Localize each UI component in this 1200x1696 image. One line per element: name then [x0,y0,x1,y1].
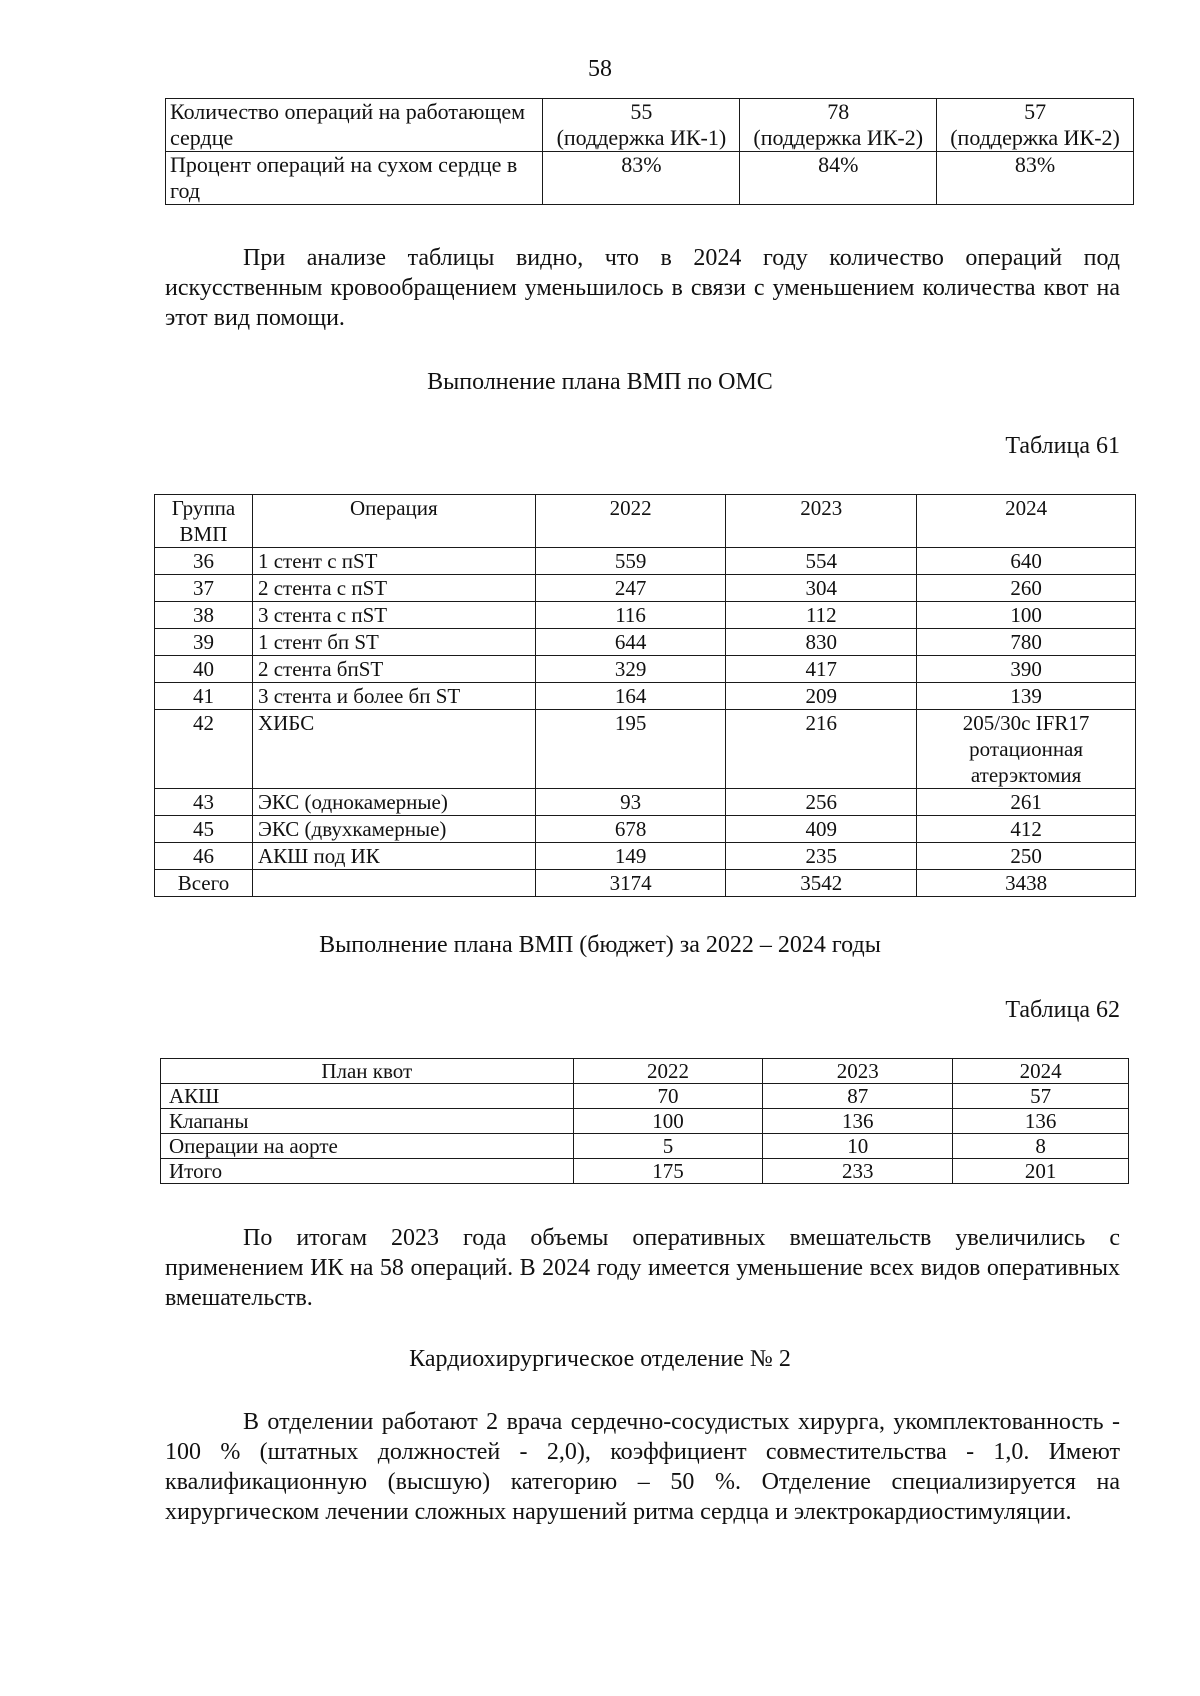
group-cell: 42 [155,710,253,789]
column-header: 2023 [726,495,917,548]
row-label: Процент операций на сухом сердце в год [166,152,543,205]
value-cell: 93 [535,789,726,816]
paragraph-3: В отделении работают 2 врача сердечно-сосудистых хирурга, укомплектованность - 100 % (штатных должностей - 2,0), коэффициент совместительства - 1,0. Имеют квалификационную (высшую) категорию – 50 %. Отделение специализируется на хирургическом лечении сложных нарушений ритма сердца и электрокардиостимуляции. [165,1409,1120,1525]
table-row [155,789,1136,816]
value-cell: 5 [573,1134,763,1159]
value-cell: 830 [726,629,917,656]
value-cell: 554 [726,548,917,575]
operation-cell: ХИБС [252,710,535,789]
total-value: 3542 [726,870,917,897]
column-header: 2024 [917,495,1136,548]
value-cell: 233 [763,1159,953,1184]
paragraph-1: При анализе таблицы видно, что в 2024 году количество операций под искусственным кровообращением уменьшилось в связи с уменьшением количества квот на этот вид помощи. [165,245,1120,331]
value-cell: 235 [726,843,917,870]
operation-cell: ЭКС (однокамерные) [252,789,535,816]
table-row [155,629,1136,656]
group-cell: 38 [155,602,253,629]
value-cell: 100 [917,602,1136,629]
value-cell: 10 [763,1134,953,1159]
table-row [166,152,1134,205]
value-cell: 136 [763,1109,953,1134]
value-cell: 205/30с IFR17 ротационная атерэктомия [917,710,1136,789]
value-cell: 256 [726,789,917,816]
group-cell: 40 [155,656,253,683]
value-cell: 640 [917,548,1136,575]
operation-cell: АКШ под ИК [252,843,535,870]
value-cell: 412 [917,816,1136,843]
paragraph-2: По итогам 2023 года объемы оперативных вмешательств увеличились с применением ИК на 58 операций. В 2024 году имеется уменьшение всех видов оперативных вмешательств. [165,1225,1120,1311]
column-header: 2024 [953,1059,1129,1084]
table-row [155,843,1136,870]
table-62-label: Таблица 62 [1005,997,1120,1023]
table-row [161,1084,1129,1109]
value-cell: 390 [917,656,1136,683]
table-row [155,710,1136,789]
plan-name-cell: Итого [161,1159,574,1184]
cell-value: 83% [543,152,740,205]
value-cell: 329 [535,656,726,683]
value-cell: 261 [917,789,1136,816]
value-cell: 70 [573,1084,763,1109]
operation-cell [252,870,535,897]
table-header-row [155,495,1136,548]
operation-cell: 1 стент с пST [252,548,535,575]
cell-value: 55 (поддержка ИК-1) [543,99,740,152]
table-row [155,548,1136,575]
value-cell: 100 [573,1109,763,1134]
value-cell: 87 [763,1084,953,1109]
value-cell: 164 [535,683,726,710]
row-label: Количество операций на работающем сердце [166,99,543,152]
cell-value: 83% [937,152,1134,205]
group-cell: 39 [155,629,253,656]
value-cell: 175 [573,1159,763,1184]
total-label: Всего [155,870,253,897]
table-62 [160,1058,1129,1184]
table-row [166,99,1134,152]
top-table [165,98,1134,205]
group-cell: 41 [155,683,253,710]
group-cell: 46 [155,843,253,870]
cell-value: 84% [740,152,937,205]
value-cell: 417 [726,656,917,683]
value-cell: 260 [917,575,1136,602]
value-cell: 644 [535,629,726,656]
group-cell: 37 [155,575,253,602]
heading-table-61: Выполнение плана ВМП по ОМС [427,369,773,395]
value-cell: 57 [953,1084,1129,1109]
table-total-row [161,1159,1129,1184]
value-cell: 201 [953,1159,1129,1184]
value-cell: 149 [535,843,726,870]
operation-cell: 1 стент бп ST [252,629,535,656]
value-cell: 304 [726,575,917,602]
value-cell: 116 [535,602,726,629]
page-number: 58 [588,56,612,82]
value-cell: 216 [726,710,917,789]
value-cell: 678 [535,816,726,843]
group-cell: 36 [155,548,253,575]
column-header: Группа ВМП [155,495,253,548]
operation-cell: 2 стента с пST [252,575,535,602]
value-cell: 409 [726,816,917,843]
heading-table-62: Выполнение плана ВМП (бюджет) за 2022 – 2024 годы [319,932,881,958]
value-cell: 136 [953,1109,1129,1134]
table-61-label: Таблица 61 [1005,433,1120,459]
cell-value: 57 (поддержка ИК-2) [937,99,1134,152]
value-cell: 112 [726,602,917,629]
value-cell: 8 [953,1134,1129,1159]
value-cell: 247 [535,575,726,602]
group-cell: 43 [155,789,253,816]
value-cell: 780 [917,629,1136,656]
table-row [161,1134,1129,1159]
plan-name-cell: АКШ [161,1084,574,1109]
value-cell: 195 [535,710,726,789]
column-header: Операция [252,495,535,548]
table-row [155,816,1136,843]
table-row [161,1109,1129,1134]
column-header: 2022 [573,1059,763,1084]
total-value: 3438 [917,870,1136,897]
plan-name-cell: Клапаны [161,1109,574,1134]
operation-cell: 3 стента с пST [252,602,535,629]
value-cell: 250 [917,843,1136,870]
operation-cell: ЭКС (двухкамерные) [252,816,535,843]
value-cell: 139 [917,683,1136,710]
table-61 [154,494,1136,897]
column-header: 2022 [535,495,726,548]
cell-value: 78 (поддержка ИК-2) [740,99,937,152]
operation-cell: 3 стента и более бп ST [252,683,535,710]
table-header-row [161,1059,1129,1084]
table-row [155,683,1136,710]
table-row [155,575,1136,602]
group-cell: 45 [155,816,253,843]
table-total-row [155,870,1136,897]
value-cell: 559 [535,548,726,575]
column-header: План квот [161,1059,574,1084]
total-value: 3174 [535,870,726,897]
plan-name-cell: Операции на аорте [161,1134,574,1159]
value-cell: 209 [726,683,917,710]
operation-cell: 2 стента бпST [252,656,535,683]
table-row [155,656,1136,683]
column-header: 2023 [763,1059,953,1084]
table-row [155,602,1136,629]
heading-department: Кардиохирургическое отделение № 2 [409,1346,791,1372]
